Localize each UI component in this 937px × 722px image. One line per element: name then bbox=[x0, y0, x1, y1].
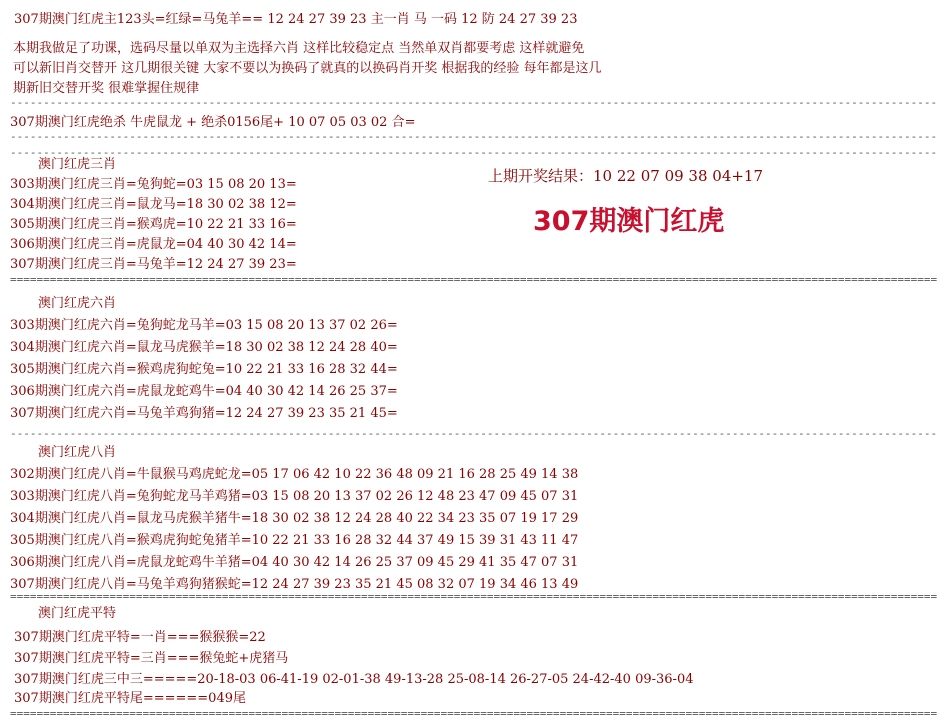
three-row: 307期澳门红虎三肖=马兔羊=12 24 27 39 23= bbox=[10, 257, 297, 272]
six-row: 306期澳门红虎六肖=虎鼠龙蛇鸡牛=04 40 30 42 14 26 25 37= bbox=[10, 384, 398, 399]
header-line: 307期澳门红虎主123头=红绿=马兔羊== 12 24 27 39 23 主一肖 马 一码 12 防 24 27 39 23 bbox=[14, 12, 578, 27]
eight-row: 304期澳门红虎八肖=鼠龙马虎猴羊猪牛=18 30 02 38 12 24 28 40 22 34 23 35 07 19 17 29 bbox=[10, 511, 579, 526]
six-row: 307期澳门红虎六肖=马兔羊鸡狗猪=12 24 27 39 23 35 21 45= bbox=[10, 406, 398, 421]
eight-row: 305期澳门红虎八肖=猴鸡虎狗蛇兔猪羊=10 22 21 33 16 28 32 44 37 49 15 39 31 43 11 47 bbox=[10, 533, 579, 548]
separator: ============================================================================================================================================ bbox=[10, 273, 937, 286]
intro-line-3: 期新旧交替开奖 很难掌握住规律 bbox=[13, 81, 200, 96]
three-row: 303期澳门红虎三肖=兔狗蛇=03 15 08 20 13= bbox=[10, 177, 297, 192]
section-title-eight: 澳门红虎八肖 bbox=[38, 445, 117, 460]
three-row: 304期澳门红虎三肖=鼠龙马=18 30 02 38 12= bbox=[10, 197, 297, 212]
six-row: 303期澳门红虎六肖=兔狗蛇龙马羊=03 15 08 20 13 37 02 26= bbox=[10, 318, 398, 333]
pingte-row: 307期澳门红虎平特尾======049尾 bbox=[14, 691, 246, 706]
separator: ============================================================================================================================================ bbox=[10, 707, 937, 720]
section-title-three: 澳门红虎三肖 bbox=[38, 157, 117, 172]
six-row: 304期澳门红虎六肖=鼠龙马虎猴羊=18 30 02 38 12 24 28 40= bbox=[10, 340, 398, 355]
section-title-six: 澳门红虎六肖 bbox=[38, 296, 117, 311]
kill-line: 307期澳门红虎绝杀 牛虎鼠龙 + 绝杀0156尾+ 10 07 05 03 02 合= bbox=[10, 115, 416, 130]
separator: -------------------------------------------------------------------------------------------------------------------------------------------- bbox=[10, 146, 937, 159]
pingte-row: 307期澳门红虎平特=一肖===猴猴猴=22 bbox=[14, 630, 266, 645]
pingte-row: 307期澳门红虎三中三=====20-18-03 06-41-19 02-01-38 49-13-28 25-08-14 26-27-05 24-42-40 09-36-04 bbox=[14, 672, 694, 687]
big-title: 307期澳门红虎 bbox=[533, 206, 725, 237]
separator: -------------------------------------------------------------------------------------------------------------------------------------------- bbox=[10, 96, 937, 109]
eight-row: 303期澳门红虎八肖=兔狗蛇龙马羊鸡猪=03 15 08 20 13 37 02 26 12 48 23 47 09 45 07 31 bbox=[10, 489, 579, 504]
three-row: 305期澳门红虎三肖=猴鸡虎=10 22 21 33 16= bbox=[10, 217, 297, 232]
separator: -------------------------------------------------------------------------------------------------------------------------------------------- bbox=[10, 130, 937, 143]
eight-row: 302期澳门红虎八肖=牛鼠猴马鸡虎蛇龙=05 17 06 42 10 22 36 48 09 21 16 28 25 49 14 38 bbox=[10, 467, 579, 482]
intro-line-1: 本期我做足了功课，选码尽量以单双为主选择六肖 这样比较稳定点 当然单双肖都要考虑 这样就避免 bbox=[13, 41, 585, 56]
eight-row: 306期澳门红虎八肖=虎鼠龙蛇鸡牛羊猪=04 40 30 42 14 26 25 37 09 45 29 41 35 47 07 31 bbox=[10, 555, 579, 570]
six-row: 305期澳门红虎六肖=猴鸡虎狗蛇兔=10 22 21 33 16 28 32 44= bbox=[10, 362, 398, 377]
section-title-pingte: 澳门红虎平特 bbox=[38, 606, 117, 621]
eight-row: 307期澳门红虎八肖=马兔羊鸡狗猪猴蛇=12 24 27 39 23 35 21 45 08 32 07 19 34 46 13 49 bbox=[10, 577, 579, 592]
three-row: 306期澳门红虎三肖=虎鼠龙=04 40 30 42 14= bbox=[10, 237, 297, 252]
separator: -------------------------------------------------------------------------------------------------------------------------------------------- bbox=[10, 427, 937, 440]
pingte-row: 307期澳门红虎平特=三肖===猴兔蛇+虎猪马 bbox=[14, 651, 289, 666]
separator: ============================================================================================================================================ bbox=[10, 590, 937, 603]
last-result: 上期开奖结果：10 22 07 09 38 04+17 bbox=[488, 167, 764, 185]
intro-line-2: 可以新旧肖交替开 这几期很关键 大家不要以为换码了就真的以换码肖开奖 根据我的经验 每年都是这几 bbox=[13, 61, 602, 76]
